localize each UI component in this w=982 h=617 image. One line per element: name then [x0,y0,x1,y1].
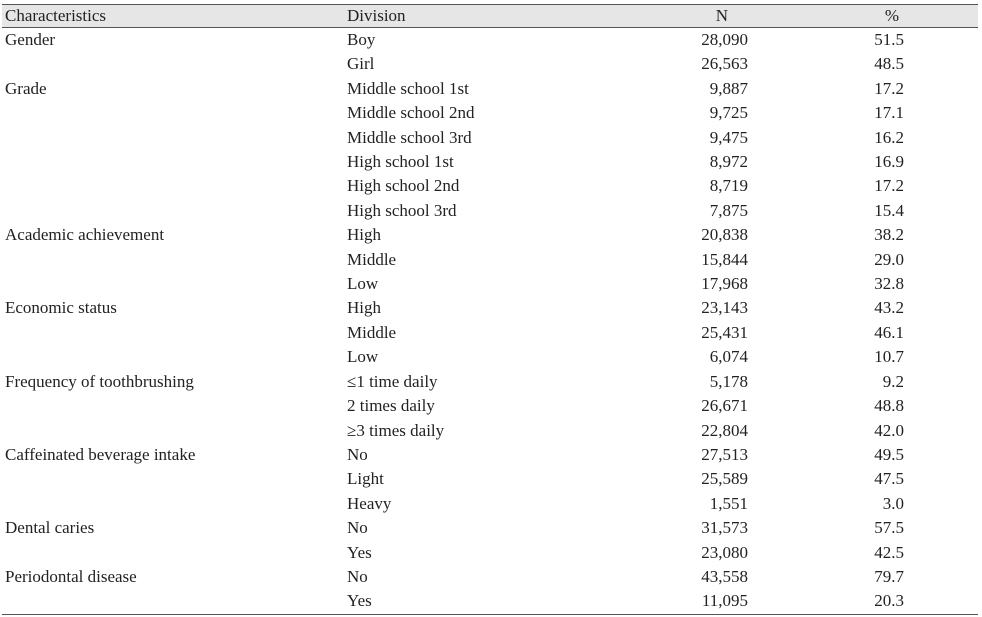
cell-n: 23,080 [701,542,748,562]
table-row [2,370,978,394]
cell-n: 23,143 [701,298,748,318]
cell-n: 43,558 [701,566,748,586]
table-row [2,248,978,272]
cell-characteristic [2,589,344,614]
table-row [2,419,978,443]
cell-characteristic: Periodontal disease [5,566,137,586]
cell-percent: 47.5 [874,469,904,489]
cell-percent: 43.2 [874,298,904,318]
cell-division: High school 2nd [347,176,460,196]
cell-characteristic: Economic status [5,298,117,318]
cell-n: 25,431 [701,322,748,342]
cell-characteristic [2,345,344,369]
table-row [2,541,978,565]
cell-characteristic [2,272,344,296]
table-row [2,223,978,247]
cell-n: 27,513 [701,444,748,464]
characteristics-table-container [2,4,978,615]
table-row [2,126,978,150]
cell-n: 9,887 [709,78,748,98]
table-row [2,52,978,76]
cell-percent: 38.2 [874,225,904,245]
table-row [2,467,978,491]
cell-division: High school 3rd [347,200,457,220]
table-row [2,443,978,467]
cell-division: Middle school 3rd [347,127,472,147]
cell-division: Middle [347,322,397,342]
cell-division: Low [347,347,379,367]
cell-characteristic [2,52,344,76]
cell-percent: 15.4 [874,200,904,220]
cell-characteristic [2,150,344,174]
header-n: N [574,5,748,28]
cell-division: Girl [347,54,375,74]
cell-division: Heavy [347,493,392,513]
cell-n: 20,838 [701,225,748,245]
cell-characteristic: Academic achievement [5,225,165,245]
cell-characteristic [2,101,344,125]
cell-percent: 3.0 [882,493,904,513]
header-division: Division [344,5,574,28]
cell-division: Yes [344,589,574,614]
cell-percent: 42.0 [874,420,904,440]
cell-n: 1,551 [709,493,748,513]
cell-division: Low [347,274,379,294]
cell-division: High [347,225,381,245]
cell-characteristic: Grade [5,78,47,98]
table-row [2,150,978,174]
table-row [2,394,978,418]
table-row [2,28,978,53]
cell-n: 5,178 [709,371,748,391]
table-row [2,345,978,369]
cell-percent: 10.7 [874,347,904,367]
cell-n: 8,972 [709,152,748,172]
table-row [2,101,978,125]
table-row [2,272,978,296]
cell-n: 15,844 [701,249,748,269]
table-row [2,296,978,320]
cell-division: No [347,518,368,538]
cell-characteristic [2,199,344,223]
cell-characteristic [2,174,344,198]
cell-n: 25,589 [701,469,748,489]
cell-characteristic [2,394,344,418]
cell-percent: 42.5 [874,542,904,562]
cell-n: 22,804 [701,420,748,440]
table-body [2,28,978,615]
cell-division: Boy [347,30,376,49]
cell-characteristic [2,541,344,565]
cell-division: Light [347,469,384,489]
cell-characteristic: Caffeinated beverage intake [5,444,196,464]
table-row [2,174,978,198]
cell-n: 8,719 [709,176,748,196]
header-percent: % [748,5,978,28]
cell-percent: 57.5 [874,518,904,538]
cell-characteristic [2,321,344,345]
cell-characteristic [2,492,344,516]
table-header [2,5,978,28]
cell-division: ≤1 time daily [347,371,438,391]
characteristics-table [2,4,978,615]
cell-percent: 51.5 [874,30,904,49]
cell-percent: 48.5 [874,54,904,74]
cell-percent: 29.0 [874,249,904,269]
cell-n: 17,968 [701,274,748,294]
cell-n: 26,563 [701,54,748,74]
table-row [2,77,978,101]
cell-characteristic [2,419,344,443]
cell-percent: 48.8 [874,396,904,416]
cell-n: 28,090 [701,30,748,49]
table-row [2,492,978,516]
cell-percent: 17.2 [874,78,904,98]
cell-division: Middle [347,249,397,269]
cell-percent: 16.9 [874,152,904,172]
cell-division: 2 times daily [347,396,435,416]
cell-n: 31,573 [701,518,748,538]
cell-characteristic [2,467,344,491]
table-row [2,321,978,345]
cell-division: No [347,444,368,464]
cell-percent: 49.5 [874,444,904,464]
cell-percent: 46.1 [874,322,904,342]
cell-percent: 16.2 [874,127,904,147]
cell-percent: 79.7 [874,566,904,586]
cell-characteristic [2,248,344,272]
header-characteristics: Characteristics [2,5,344,28]
cell-division: High [347,298,381,318]
header-row [2,5,978,28]
cell-characteristic: Dental caries [5,518,95,538]
cell-characteristic: Frequency of toothbrushing [5,371,194,391]
cell-n: 26,671 [701,396,748,416]
table-row [2,516,978,540]
cell-percent: 17.2 [874,176,904,196]
cell-percent: 17.1 [874,103,904,123]
cell-division: ≥3 times daily [347,420,445,440]
cell-n: 11,095 [574,589,748,614]
cell-n: 6,074 [709,347,748,367]
cell-division: Yes [347,542,372,562]
cell-division: No [347,566,368,586]
cell-division: High school 1st [347,152,454,172]
cell-n: 9,475 [709,127,748,147]
cell-n: 9,725 [709,103,748,123]
cell-percent: 9.2 [882,371,904,391]
table-row [2,565,978,589]
table-row [2,199,978,223]
cell-characteristic: Gender [5,30,56,49]
cell-percent: 20.3 [748,589,978,614]
cell-division: Middle school 1st [347,78,469,98]
cell-division: Middle school 2nd [347,103,475,123]
cell-n: 7,875 [709,200,748,220]
cell-percent: 32.8 [874,274,904,294]
table-row [2,589,978,614]
cell-characteristic [2,126,344,150]
